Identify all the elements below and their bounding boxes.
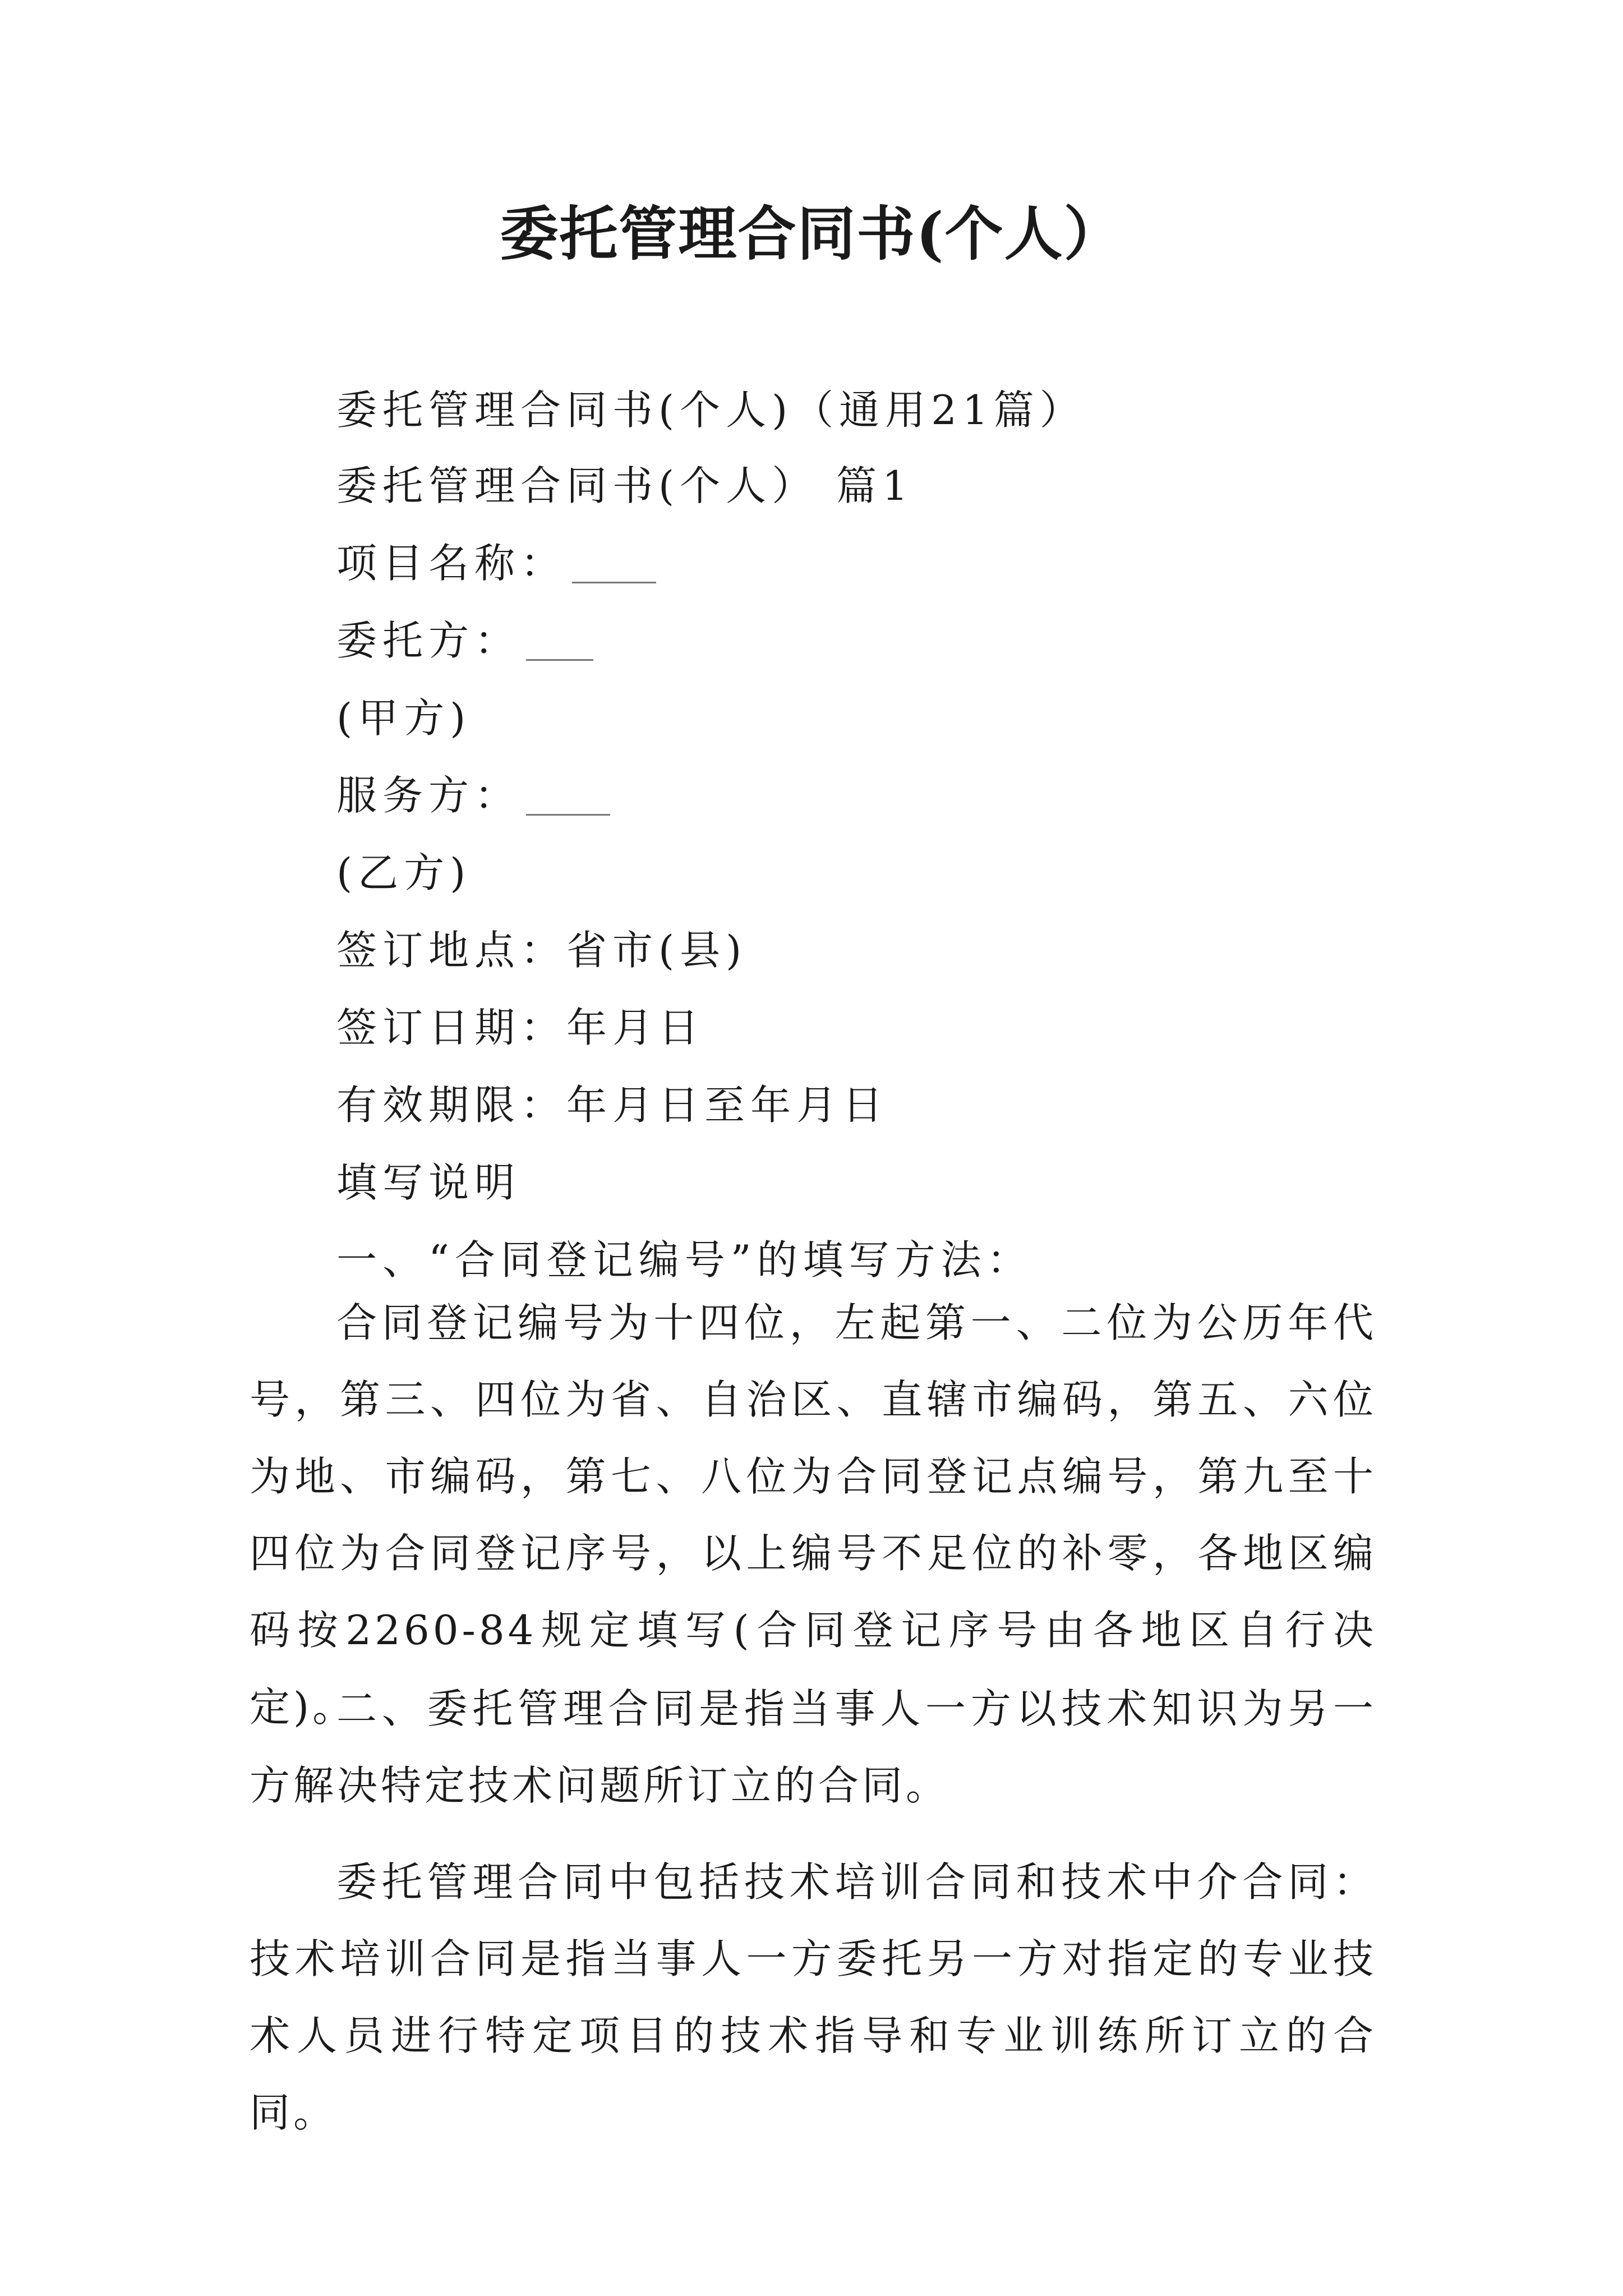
item-three-paragraph: 委托管理合同中包括技术培训合同和技术中介合同：技术培训合同是指当事人一方委托另一方对指定的专业技术人员进行特定项目的技术指导和专业训练所订立的合同。 [250, 1858, 1377, 2136]
document-subtitle: 委托管理合同书(个人)（通用21篇） [336, 386, 1086, 434]
sign-date-line: 签订日期：年月日 [336, 1004, 705, 1051]
client-label: 委托方： [336, 617, 521, 664]
party-a-label: (甲方) [336, 694, 472, 742]
client-line [336, 617, 593, 664]
sign-place-line: 签订地点：省市(县) [336, 927, 748, 974]
project-name-blank [572, 548, 656, 583]
validity-line: 有效期限：年月日至年月日 [336, 1082, 889, 1129]
service-blank [526, 780, 610, 816]
item-two-paragraph: 二、委托管理合同是指当事人一方以技术知识为另一方解决特定技术问题所订立的合同。 [250, 1685, 1377, 1809]
project-name-label: 项目名称： [336, 540, 567, 587]
registration-rule-paragraph: 合同登记编号为十四位，左起第一、二位为公历年代号，第三、四位为省、自治区、直辖市编码，第五、六位为地、市编码，第七、八位为合同登记点编号，第九至十四位为合同登记序号，以上编号不足位的补零，各地区编码按2260-84规定填写(合同登记序号由各地区自行决定)。 [250, 1299, 1377, 1731]
document-title: 委托管理合同书(个人） [500, 199, 1123, 268]
item-one-heading: 一、“合同登记编号”的填写方法： [336, 1236, 1033, 1283]
fill-instructions-heading: 填写说明 [336, 1159, 521, 1206]
service-line [336, 772, 610, 819]
section-heading: 委托管理合同书(个人） 篇1 [336, 462, 914, 509]
service-label: 服务方： [336, 772, 521, 819]
project-name-line [336, 540, 656, 587]
party-b-label: (乙方) [336, 849, 472, 896]
client-blank [526, 625, 593, 661]
